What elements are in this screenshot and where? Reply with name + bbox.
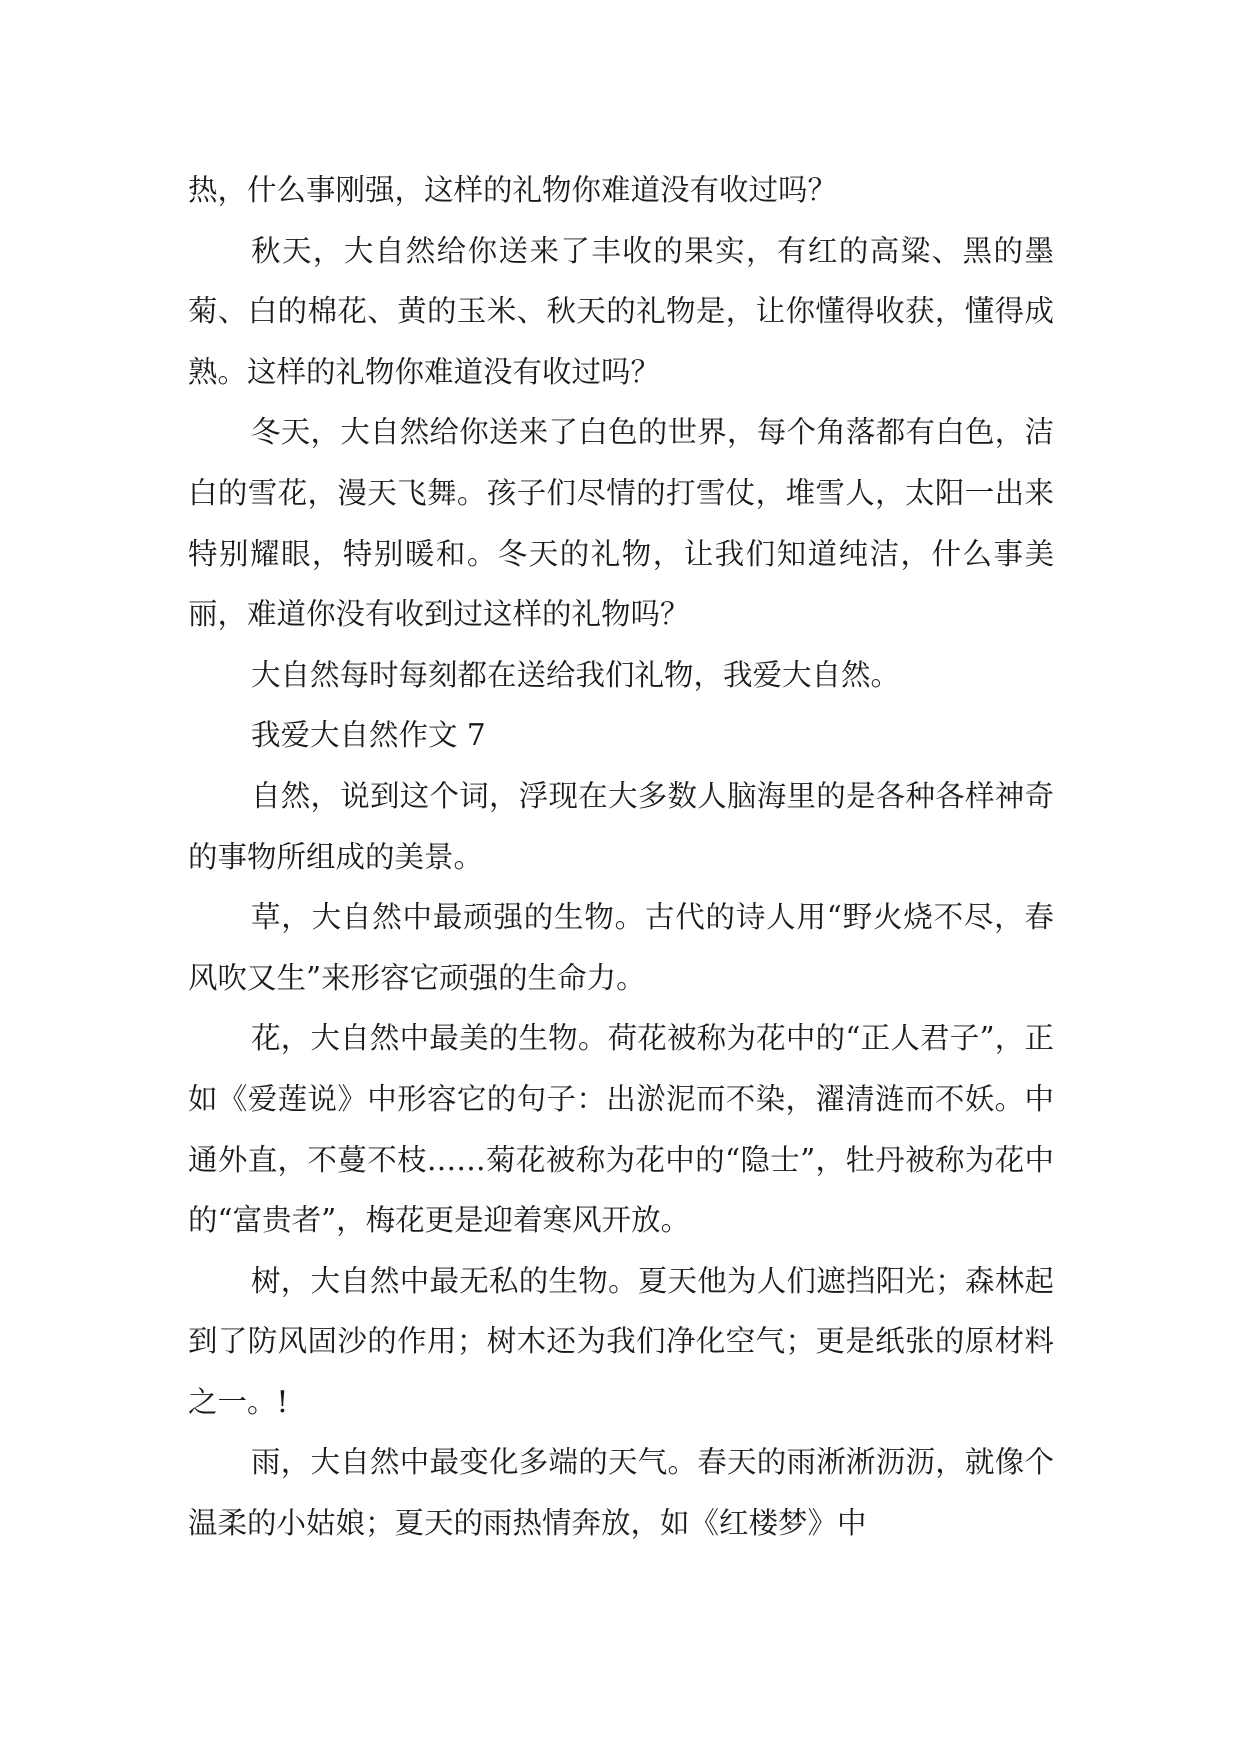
paragraph: 雨，大自然中最变化多端的天气。春天的雨淅淅沥沥，就像个温柔的小姑娘；夏天的雨热情奔放，如《红楼梦》中 <box>188 1445 1054 1541</box>
paragraph: 大自然每时每刻都在送给我们礼物，我爱大自然。 <box>251 657 901 692</box>
paragraph: 秋天，大自然给你送来了丰收的果实，有红的高粱、黑的墨菊、白的棉花、黄的玉米、秋天的礼物是，让你懂得收获，懂得成熟。这样的礼物你难道没有收过吗？ <box>188 233 1054 389</box>
document-body <box>188 160 1054 1554</box>
paragraph: 热，什么事刚强，这样的礼物你难道没有收过吗？ <box>188 173 838 207</box>
paragraph: 自然，说到这个词，浮现在大多数人脑海里的是各种各样神奇的事物所组成的美景。 <box>188 778 1054 874</box>
section-heading: 我爱大自然作文 7 <box>251 718 486 753</box>
paragraph: 草，大自然中最顽强的生物。古代的诗人用“野火烧不尽，春风吹又生”来形容它顽强的生命力。 <box>188 900 1054 995</box>
paragraph: 花，大自然中最美的生物。荷花被称为花中的“正人君子”，正如《爱莲说》中形容它的句子：出淤泥而不染，濯清涟而不妖。中通外直，不蔓不枝……菊花被称为花中的“隐士”，牡丹被称为花中的“富贵者”，梅花更是迎着寒风开放。 <box>188 1021 1054 1238</box>
paragraph: 冬天，大自然给你送来了白色的世界，每个角落都有白色，洁白的雪花，漫天飞舞。孩子们尽情的打雪仗，堆雪人，太阳一出来特别耀眼，特别暖和。冬天的礼物，让我们知道纯洁，什么事美丽，难道你没有收到过这样的礼物吗？ <box>188 415 1054 632</box>
paragraph: 树，大自然中最无私的生物。夏天他为人们遮挡阳光；森林起到了防风固沙的作用；树木还为我们净化空气；更是纸张的原材料之一。! <box>188 1263 1054 1419</box>
